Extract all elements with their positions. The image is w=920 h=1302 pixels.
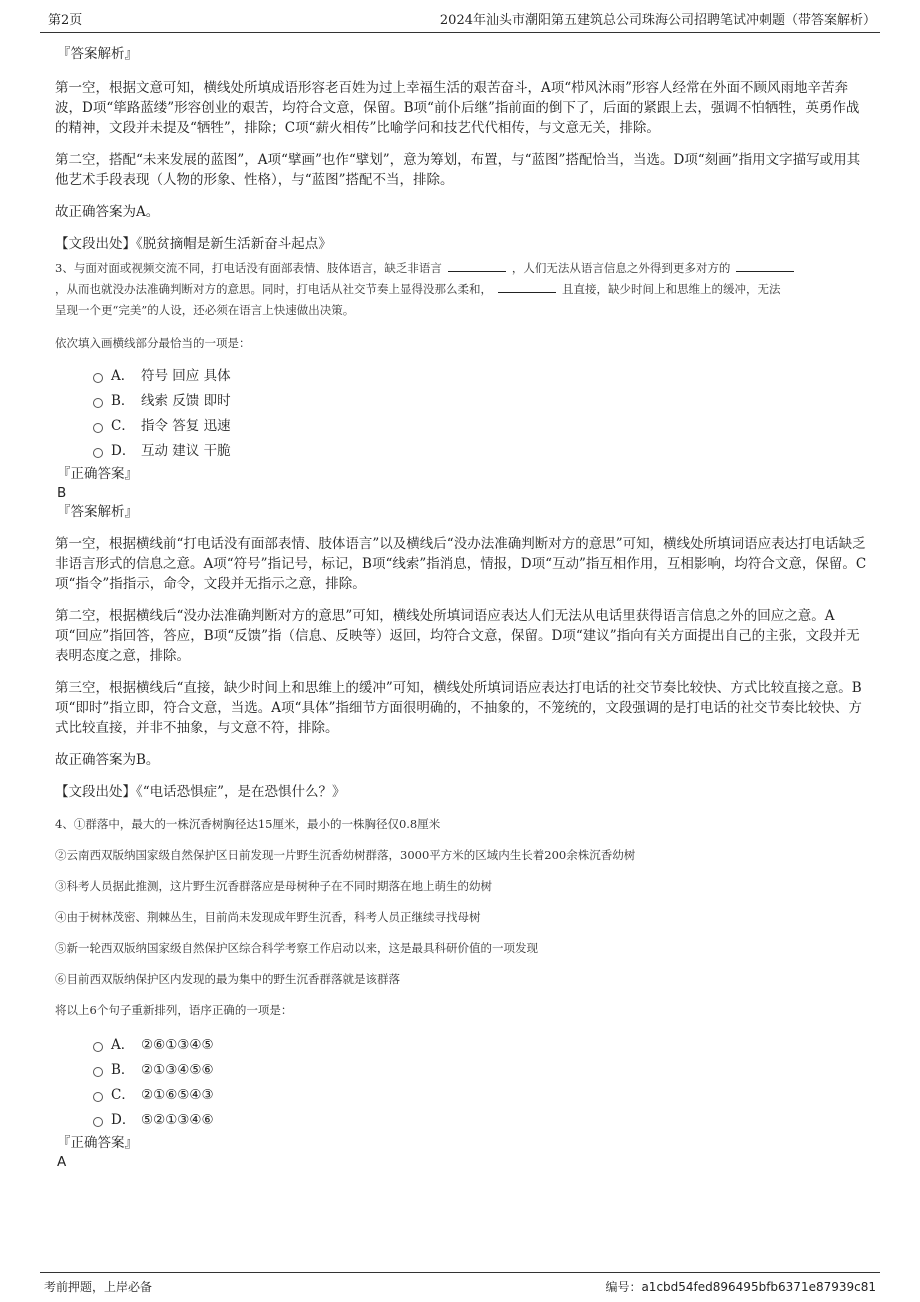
option-key: C．	[111, 418, 135, 434]
q2-analysis-p2: 第二空，搭配“未来发展的蓝图”，A项“擘画”也作“擘划”，意为筹划，布置，与“蓝图”搭配恰当，当选。D项“刻画”指用文字描写或用其他艺术手段表现（人物的形象、性格），与“蓝图”搭配不当，排除。	[55, 152, 861, 188]
q3-option-d[interactable]	[55, 439, 868, 464]
option-text: ②①③④⑤⑥	[141, 1062, 214, 1078]
radio-icon[interactable]	[93, 1117, 103, 1127]
option-key: A．	[111, 1037, 135, 1053]
radio-icon[interactable]	[93, 373, 103, 383]
q3-blank-2	[736, 271, 794, 272]
option-text: 指令 答复 迅速	[141, 418, 231, 434]
q3-source: 【文段出处】《“电话恐惧症”，是在恐惧什么？》	[55, 784, 346, 800]
q3-answer-label: 『正确答案』	[57, 466, 138, 482]
q4-option-b[interactable]	[55, 1058, 868, 1083]
q3-stem	[55, 258, 868, 321]
q4-instruction: 将以上6个句子重新排列，语序正确的一项是：	[55, 1003, 293, 1017]
radio-icon[interactable]	[93, 1067, 103, 1077]
q4-sentence-2: ②云南西双版纳国家级自然保护区日前发现一片野生沉香幼树群落，3000平方米的区域内生长着200余株沉香幼树	[55, 848, 636, 862]
q4-sentence-4: ④由于树林茂密、荆棘丛生，目前尚未发现成年野生沉香，科考人员正继续寻找母树	[55, 910, 481, 924]
page-footer	[40, 1272, 880, 1295]
q4-sentence-3: ③科考人员据此推测，这片野生沉香群落应是母树种子在不同时期落在地上萌生的幼树	[55, 879, 492, 893]
option-text: 线索 反馈 即时	[141, 393, 231, 409]
q3-stem-part4: 且直接，缺少时间上和思维上的缓冲，无法	[562, 282, 781, 296]
q3-option-b[interactable]	[55, 389, 868, 414]
q2-analysis-label: 『答案解析』	[57, 46, 138, 62]
document-id: 编号：a1cbd54fed896495bfb6371e87939c81	[605, 1280, 876, 1294]
q3-option-c[interactable]	[55, 414, 868, 439]
q3-blank-3	[498, 292, 556, 293]
q4-answer: A	[57, 1154, 67, 1170]
q3-options	[55, 364, 868, 464]
option-key: A．	[111, 368, 135, 384]
radio-icon[interactable]	[93, 1042, 103, 1052]
radio-icon[interactable]	[93, 448, 103, 458]
q3-analysis-p2: 第二空，根据横线后“没办法准确判断对方的意思”可知，横线处所填词语应表达人们无法从电话里获得语言信息之外的回应之意。A项“回应”指回答，答应，B项“反馈”指（信息、反映等）返回，均符合文意，保留。D项“建议”指向有关方面提出自己的主张，文段并无表明态度之意，排除。	[55, 608, 860, 664]
q2-analysis-p1: 第一空，根据文意可知，横线处所填成语形容老百姓为过上幸福生活的艰苦奋斗，A项“栉风沐雨”形容人经常在外面不顾风雨地辛苦奔波，D项“筚路蓝缕”形容创业的艰苦，均符合文意，保留。B项“前仆后继”指前面的倒下了，后面的紧跟上去，强调不怕牺牲，英勇作战的精神，文段并未提及“牺牲”，排除；C项“薪火相传”比喻学问和技艺代代相传，与文意无关，排除。	[55, 80, 860, 136]
option-key: C．	[111, 1087, 135, 1103]
q2-conclusion: 故正确答案为A。	[55, 204, 160, 220]
page-header	[40, 12, 880, 33]
q3-answer: B	[57, 485, 67, 501]
document-title: 2024年汕头市潮阳第五建筑总公司珠海公司招聘笔试冲刺题（带答案解析）	[439, 13, 876, 28]
option-key: D．	[111, 1112, 136, 1128]
q3-analysis-p3: 第三空，根据横线后“直接，缺少时间上和思维上的缓冲”可知，横线处所填词语应表达打电话的社交节奏比较快、方式比较直接之意。B项“即时”指立即，符合文意，当选。A项“具体”指细节方面很明确的，不抽象的，不笼统的，文段强调的是打电话的社交节奏比较快、方式比较直接，并非不抽象，与文意不符，排除。	[55, 680, 862, 736]
q4-option-c[interactable]	[55, 1083, 868, 1108]
q4-answer-label: 『正确答案』	[57, 1135, 138, 1151]
q4-option-a[interactable]	[55, 1033, 868, 1058]
q4-sentence-1: 4、①群落中，最大的一株沉香树胸径达15厘米，最小的一株胸径仅0.8厘米	[55, 817, 441, 831]
option-text: ⑤②①③④⑥	[141, 1112, 214, 1128]
page-content	[55, 44, 868, 1171]
q2-source: 【文段出处】《脱贫摘帽是新生活新奋斗起点》	[55, 236, 332, 252]
q4-sentence-6: ⑥目前西双版纳保护区内发现的最为集中的野生沉香群落就是该群落	[55, 972, 400, 986]
option-text: ②⑥①③④⑤	[141, 1037, 214, 1053]
option-text: 符号 回应 具体	[141, 368, 231, 384]
q3-option-a[interactable]	[55, 364, 868, 389]
option-text: ②①⑥⑤④③	[141, 1087, 214, 1103]
option-key: B．	[111, 1062, 135, 1078]
q3-stem-part1: 3、与面对面或视频交流不同，打电话没有面部表情、肢体语言，缺乏非语言	[55, 261, 442, 275]
q3-stem-part3: ，从而也就没办法准确判断对方的意思。同时，打电话从社交节奏上显得没那么柔和，	[55, 282, 492, 296]
q3-stem-part5: 呈现一个更“完美”的人设，还必须在语言上快速做出决策。	[55, 303, 355, 317]
q3-analysis-p1: 第一空，根据横线前“打电话没有面部表情、肢体语言”以及横线后“没办法准确判断对方的意思”可知，横线处所填词语应表达打电话缺乏非语言形式的信息之意。A项“符号”指记号，标记，B项“线索”指消息，情报，D项“互动”指互相作用，互相影响，均符合文意，保留。C项“指令”指指示，命令，文段并无指示之意，排除。	[55, 536, 867, 592]
q4-sentence-5: ⑤新一轮西双版纳国家级自然保护区综合科学考察工作启动以来，这是最具科研价值的一项发现	[55, 941, 538, 955]
option-key: B．	[111, 393, 135, 409]
footer-slogan: 考前押题，上岸必备	[44, 1280, 153, 1294]
option-text: 互动 建议 干脆	[141, 443, 231, 459]
page-number: 第2页	[48, 13, 83, 28]
q3-instruction: 依次填入画横线部分最恰当的一项是：	[55, 336, 251, 350]
q3-conclusion: 故正确答案为B。	[55, 752, 160, 768]
radio-icon[interactable]	[93, 423, 103, 433]
option-key: D．	[111, 443, 136, 459]
q3-analysis-label: 『答案解析』	[57, 504, 138, 520]
radio-icon[interactable]	[93, 1092, 103, 1102]
q4-option-d[interactable]	[55, 1108, 868, 1133]
q4-options	[55, 1033, 868, 1133]
q3-stem-part2: ，人们无法从语言信息之外得到更多对方的	[511, 261, 731, 275]
radio-icon[interactable]	[93, 398, 103, 408]
q3-blank-1	[448, 271, 506, 272]
